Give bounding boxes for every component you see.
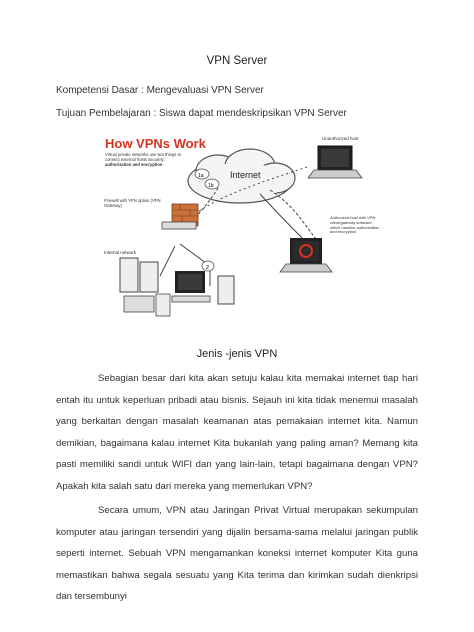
paragraph-1: Sebagian besar dari kita akan setuju kalau kita memakai internet tiap hari entah itu untuk keperluan pribadi atau bisnis. Sejauh ini kita tidak menemui masalah yang berkaitan dengan masalah keamanan atas pemakaian internet kita. Namun demikian, bagaimana kalau internet Kita bukanlah yang paling aman? Memang kita pasti memiliki sandi untuk WIFI dan yang lain-lain, tetapi bagaimana dengan VPN? Apakah kita salah satu dari mereka yang memerlukan VPN?	[56, 373, 418, 492]
page-title: VPN Server	[206, 55, 268, 67]
unauthorized-laptop-icon	[308, 146, 362, 178]
badge-1b	[205, 179, 219, 189]
internal-network-label: Internal network	[104, 250, 137, 255]
svg-text:1b: 1b	[208, 183, 214, 189]
internet-label: Internet	[230, 170, 261, 180]
tujuan-line: Tujuan Pembelajaran : Siswa dapat mendeskripsikan VPN Server	[56, 108, 347, 119]
svg-text:1a: 1a	[198, 173, 204, 179]
figure-caption: Virtual private networks use two things to connect external hosts securely: authorization and encryption	[105, 152, 182, 167]
vpn-diagram	[100, 126, 380, 326]
authorized-host-label: Authorized host with VPN client/gateway software, which handles authorization and encryption	[330, 216, 380, 235]
badge-1a	[195, 169, 209, 179]
authorized-laptop-icon	[280, 238, 332, 272]
section-title: Jenis -jenis VPN	[196, 348, 278, 360]
figure-heading: How VPNs Work	[105, 136, 206, 151]
workstation-icon	[124, 294, 170, 316]
paragraph-2: Secara umum, VPN atau Jaringan Privat Virtual merupakan sekumpulan komputer atau jaringan tersendiri yang dijalin bersama-sama melalui jaringan publik seperti internet. Sebuah VPN mengamankan koneksi internet komputer Kita guna memastikan bahwa segala sesuatu yang Kita terima dan kirimkan sudah dienkripsi dan tersembunyi	[56, 505, 418, 602]
unauthorized-host-label: Unauthorized host	[322, 136, 359, 141]
firewall-label: Firewall with VPN option (VPN Gateway)	[104, 198, 161, 208]
badge-2	[202, 261, 214, 271]
svg-text:2: 2	[206, 265, 210, 271]
firewall-icon	[162, 204, 198, 229]
server-tower-icon	[120, 258, 158, 292]
kompetensi-line: Kompetensi Dasar : Mengevaluasi VPN Server	[56, 85, 264, 96]
desktop-computer-icon	[172, 271, 234, 304]
